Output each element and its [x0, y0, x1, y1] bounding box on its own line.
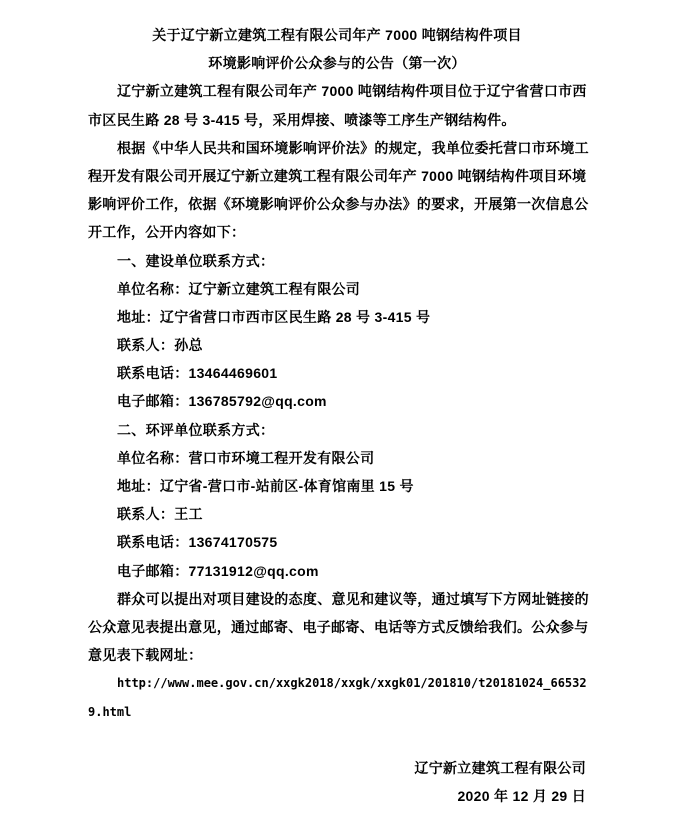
section-1-heading: 一、建设单位联系方式：: [117, 252, 275, 269]
basis-line-2: 程开发有限公司开展辽宁新立建筑工程有限公司年产 7000 吨钢结构件项目环境: [88, 167, 587, 184]
eia-unit-name: 单位名称：营口市环境工程开发有限公司: [117, 449, 375, 466]
intro-line-2: 市区民生路 28 号 3-415 号，采用焊接、喷漆等工序生产钢结构件。: [88, 111, 516, 128]
intro-line-1: 辽宁新立建筑工程有限公司年产 7000 吨钢结构件项目位于辽宁省营口市西: [117, 83, 587, 100]
spacer-line: [88, 726, 586, 754]
section-2-heading: 二、环评单位联系方式：: [117, 421, 275, 438]
eia-address: 地址：辽宁省-营口市-站前区-体育馆南里 15 号: [117, 478, 414, 494]
builder-address: 地址：辽宁省营口市西市区民生路 28 号 3-415 号: [117, 308, 431, 325]
title-line-1: 关于辽宁新立建筑工程有限公司年产 7000 吨钢结构件项目: [152, 27, 522, 43]
title-line-2: 环境影响评价公众参与的公告（第一次）: [208, 55, 466, 72]
eia-phone: 联系电话：13674170575: [117, 534, 278, 551]
signature-company: 辽宁新立建筑工程有限公司: [414, 759, 586, 776]
builder-contact: 联系人：孙总: [117, 337, 203, 354]
feedback-line-1: 群众可以提出对项目建设的态度、意见和建议等，通过填写下方网址链接的: [117, 590, 589, 607]
builder-phone: 联系电话：13464469601: [117, 365, 278, 382]
feedback-line-2: 公众意见表提出意见，通过邮寄、电子邮寄、电话等方式反馈给我们。公众参与: [88, 618, 589, 635]
download-url-line-2: 9.html: [88, 704, 132, 719]
builder-email: 电子邮箱：136785792@qq.com: [117, 393, 327, 410]
builder-unit-name: 单位名称：辽宁新立建筑工程有限公司: [117, 280, 361, 297]
feedback-line-3: 意见表下载网址：: [88, 647, 203, 664]
basis-line-1: 根据《中华人民共和国环境影响评价法》的规定，我单位委托营口市环境工: [117, 139, 589, 156]
signature-date: 2020 年 12 月 29 日: [457, 788, 586, 805]
eia-contact: 联系人：王工: [117, 506, 203, 523]
basis-line-4: 开工作，公开内容如下：: [88, 224, 246, 241]
basis-line-3: 影响评价工作，依据《环境影响评价公众参与办法》的要求，开展第一次信息公: [88, 196, 589, 213]
download-url-line-1: http://www.mee.gov.cn/xxgk2018/xxgk/xxgk01/201810/t20181024_66532: [117, 676, 587, 691]
eia-email: 电子邮箱：77131912@qq.com: [117, 562, 319, 579]
